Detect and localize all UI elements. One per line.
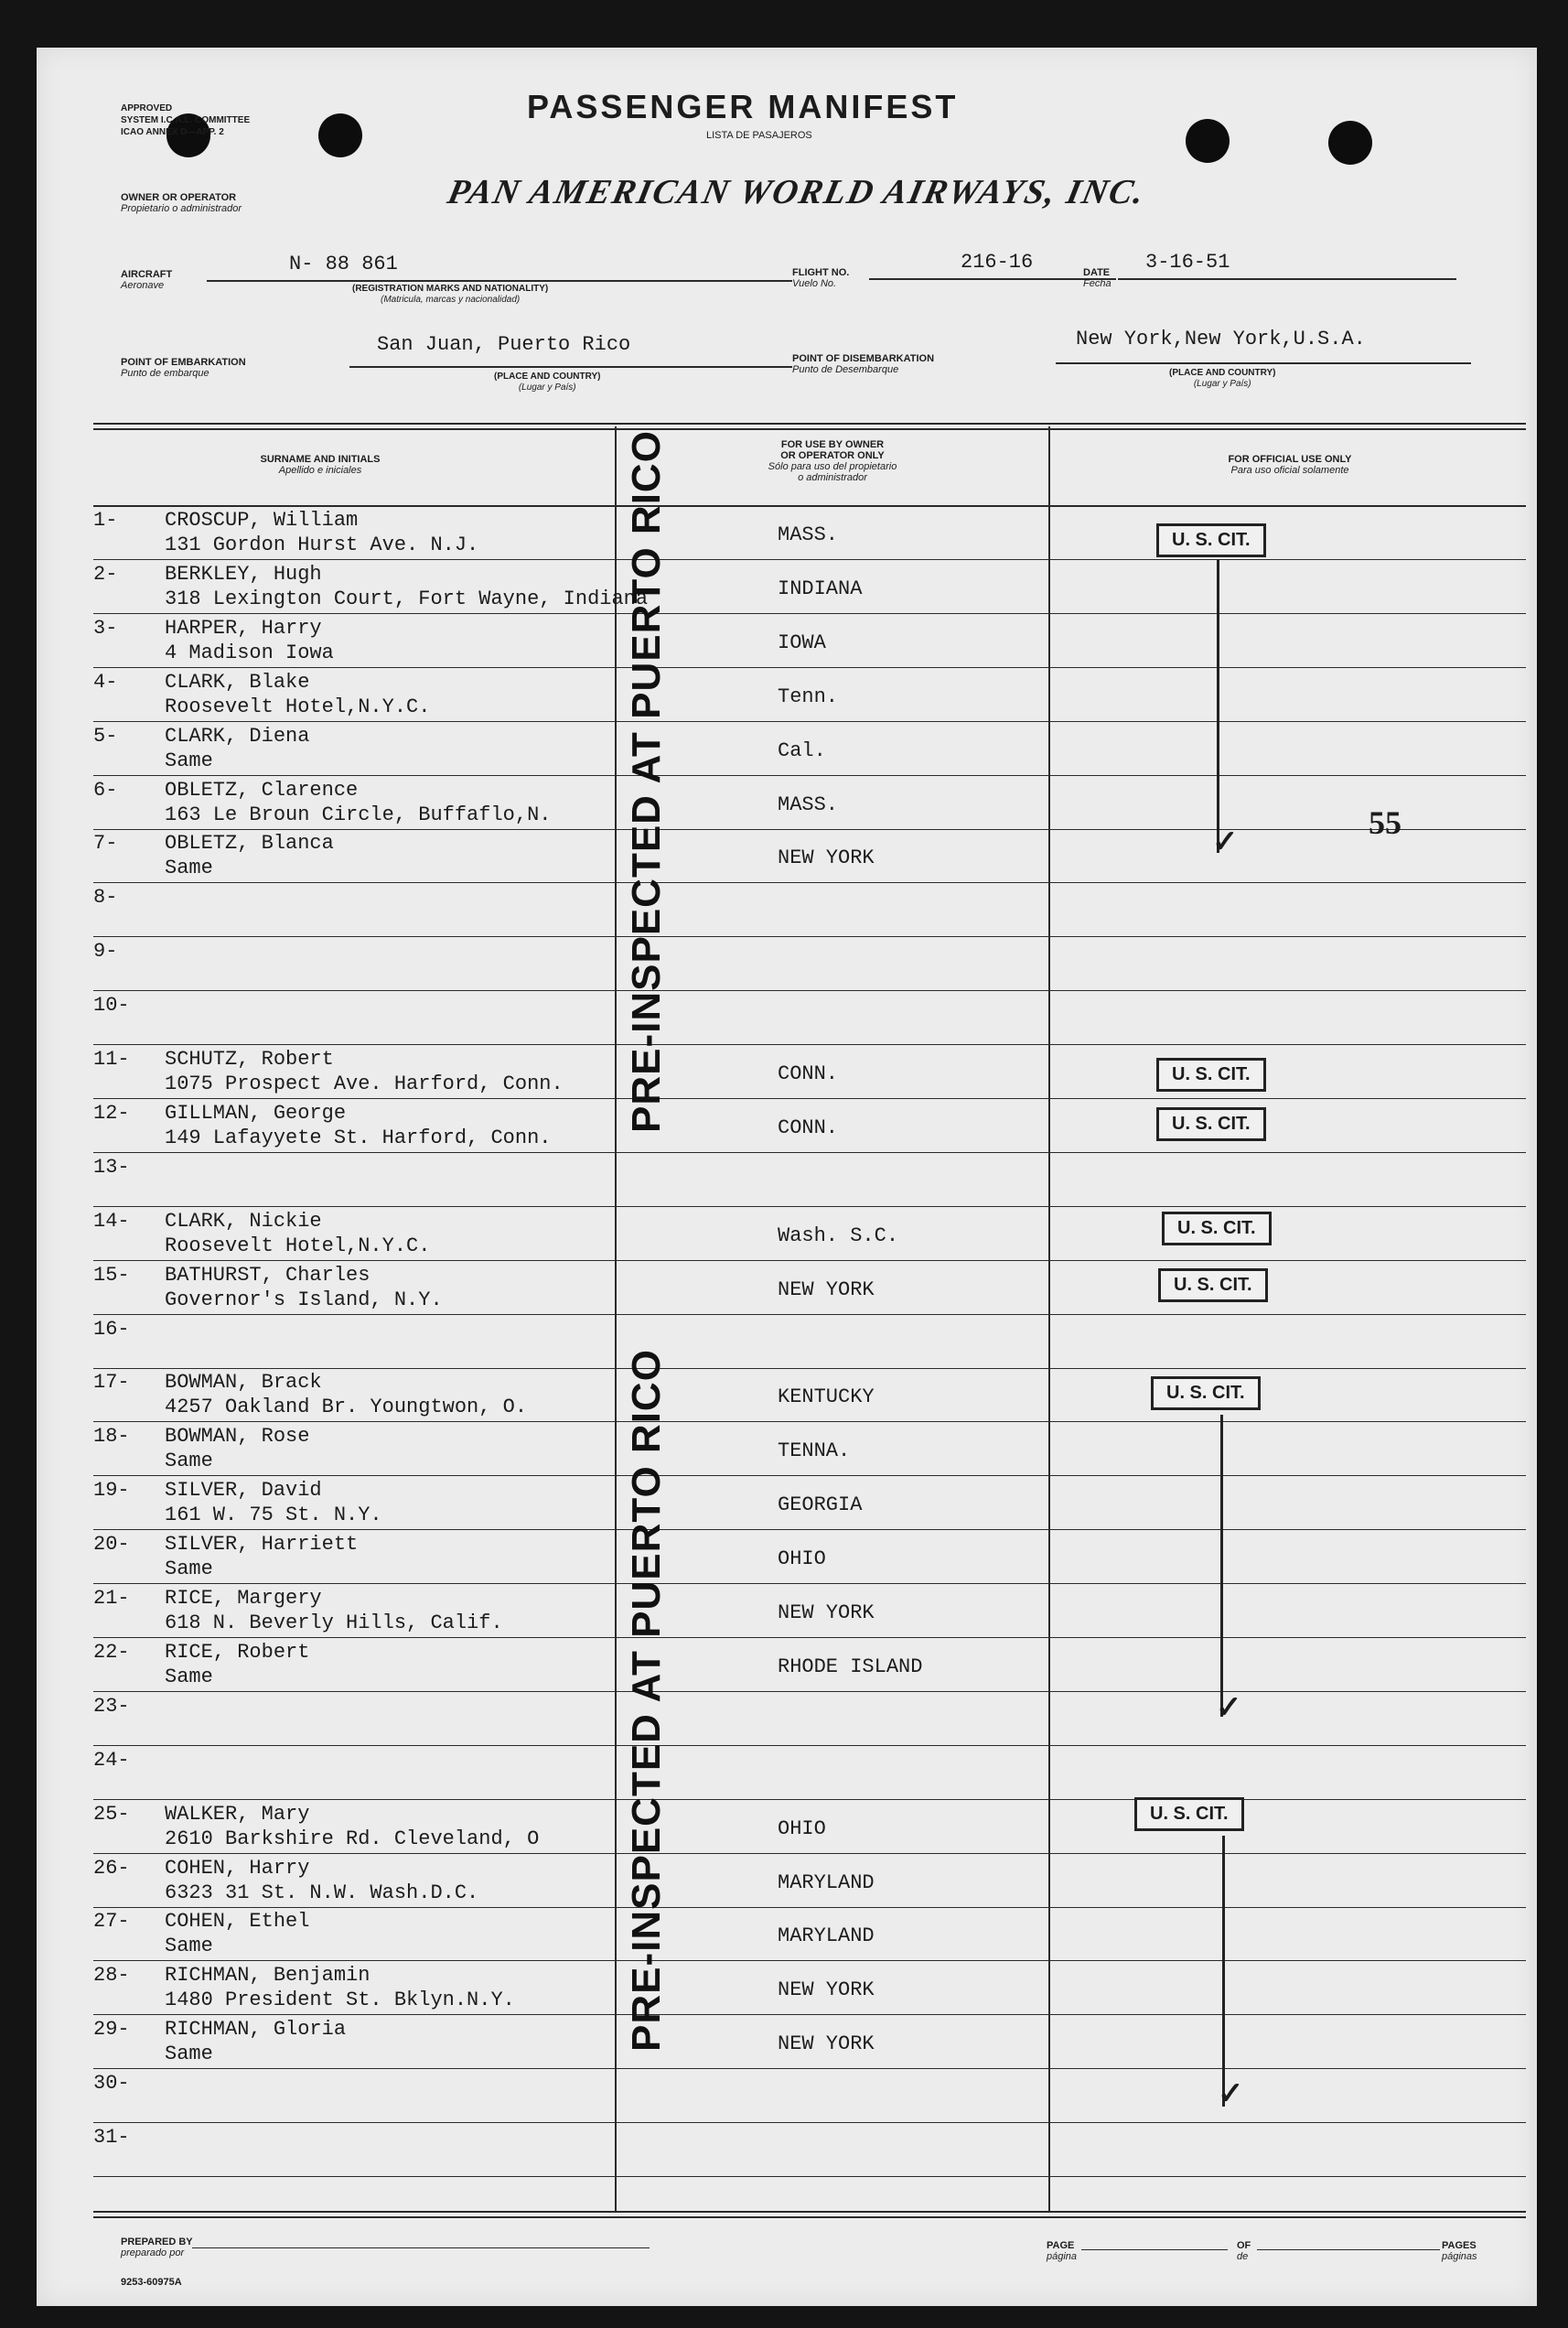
of-label-en: OF bbox=[1237, 2240, 1251, 2251]
table-row bbox=[37, 830, 1537, 883]
arrow-tip-3: ✓ bbox=[1218, 2076, 1244, 2111]
row-number: 17- bbox=[93, 1371, 130, 1394]
embark-place-note bbox=[494, 372, 600, 393]
row-number: 16- bbox=[93, 1318, 130, 1341]
row-number: 13- bbox=[93, 1156, 130, 1179]
row-number: 15- bbox=[93, 1264, 130, 1287]
row-number: 4- bbox=[93, 671, 118, 694]
count-note: 55 bbox=[1369, 804, 1402, 841]
passenger-name: RICHMAN, Gloria bbox=[165, 2018, 347, 2041]
row-rule bbox=[93, 1152, 1526, 1153]
passenger-state: OHIO bbox=[778, 1817, 826, 1840]
embark-place-note-es: (Lugar y País) bbox=[518, 383, 576, 393]
registration-note bbox=[352, 284, 548, 306]
flight-value: 216-16 bbox=[961, 251, 1034, 274]
column-header-owner bbox=[640, 439, 1025, 483]
row-rule bbox=[93, 882, 1526, 883]
passenger-address: 1075 Prospect Ave. Harford, Conn. bbox=[165, 1072, 564, 1095]
table-row bbox=[37, 884, 1537, 937]
table-top-rule-1 bbox=[93, 423, 1526, 425]
table-row bbox=[37, 1693, 1537, 1746]
table-row bbox=[37, 1855, 1537, 1908]
passenger-state: MARYLAND bbox=[778, 1871, 875, 1894]
passenger-state: NEW YORK bbox=[778, 1278, 875, 1301]
passenger-address: Governor's Island, N.Y. bbox=[165, 1288, 443, 1311]
column-header-owner-1: FOR USE BY OWNER bbox=[780, 439, 885, 450]
passenger-address: 6323 31 St. N.W. Wash.D.C. bbox=[165, 1881, 479, 1904]
row-rule bbox=[93, 1529, 1526, 1530]
disembark-place-note-en: (PLACE AND COUNTRY) bbox=[1169, 368, 1276, 378]
aircraft-label-es: Aeronave bbox=[121, 280, 165, 291]
disembark-place-note bbox=[1169, 368, 1275, 390]
table-bottom-rule bbox=[93, 2211, 1526, 2213]
passenger-state: NEW YORK bbox=[778, 1601, 875, 1624]
row-rule bbox=[93, 2068, 1526, 2069]
row-number: 5- bbox=[93, 725, 118, 748]
row-number: 25- bbox=[93, 1803, 130, 1826]
row-rule bbox=[93, 559, 1526, 560]
passenger-address: Roosevelt Hotel,N.Y.C. bbox=[165, 1234, 431, 1257]
row-rule bbox=[93, 1044, 1526, 1045]
passenger-address: Same bbox=[165, 1450, 213, 1472]
owner-label bbox=[121, 192, 242, 214]
us-cit-stamp-6: U. S. CIT. bbox=[1151, 1376, 1261, 1410]
passenger-state: MASS. bbox=[778, 793, 839, 816]
passenger-address: Same bbox=[165, 1557, 213, 1580]
row-number: 1- bbox=[93, 509, 118, 532]
us-cit-stamp-2: U. S. CIT. bbox=[1156, 1058, 1266, 1092]
row-number: 19- bbox=[93, 1479, 130, 1502]
row-rule bbox=[93, 1098, 1526, 1099]
table-row bbox=[37, 1801, 1537, 1854]
passenger-name: RICHMAN, Benjamin bbox=[165, 1964, 371, 1987]
page-label-en: PAGE bbox=[1047, 2240, 1075, 2251]
table-row bbox=[37, 2124, 1537, 2177]
passenger-state: KENTUCKY bbox=[778, 1385, 875, 1408]
row-number: 21- bbox=[93, 1587, 130, 1610]
passenger-address: 618 N. Beverly Hills, Calif. bbox=[165, 1611, 503, 1634]
passenger-address: Same bbox=[165, 749, 213, 772]
embark-label-en: POINT OF EMBARKATION bbox=[121, 357, 246, 368]
page-title: PASSENGER MANIFEST bbox=[527, 88, 959, 125]
row-number: 3- bbox=[93, 617, 118, 640]
table-row bbox=[37, 723, 1537, 776]
flight-label-es: Vuelo No. bbox=[792, 278, 837, 289]
preinspected-stamp-upper: PRE-INSPECTED AT PUERTO RICO bbox=[624, 430, 669, 1133]
row-rule bbox=[93, 1960, 1526, 1961]
passenger-state: Tenn. bbox=[778, 685, 839, 708]
approval-line-3: ICAO ANNEX D—APP. 2 bbox=[121, 127, 224, 137]
registration-note-es: (Matricula, marcas y nacionalidad) bbox=[380, 295, 521, 305]
row-rule bbox=[93, 1637, 1526, 1638]
passenger-name: HARPER, Harry bbox=[165, 617, 322, 640]
disembark-label bbox=[792, 353, 934, 375]
column-header-surname bbox=[201, 454, 439, 476]
row-rule bbox=[93, 1853, 1526, 1854]
table-row bbox=[37, 1477, 1537, 1530]
row-rule bbox=[93, 936, 1526, 937]
row-rule bbox=[93, 1583, 1526, 1584]
approval-line-2: SYSTEM I.C.A.L. COMMITTEE bbox=[121, 115, 251, 125]
row-number: 31- bbox=[93, 2126, 130, 2149]
disembark-label-en: POINT OF DISEMBARKATION bbox=[792, 353, 935, 364]
table-row bbox=[37, 1369, 1537, 1422]
row-rule bbox=[93, 1799, 1526, 1800]
embark-label bbox=[121, 357, 246, 379]
table-row bbox=[37, 1531, 1537, 1584]
aircraft-value: N- 88 861 bbox=[289, 253, 398, 275]
prepared-by-label bbox=[121, 2236, 193, 2258]
passenger-state: NEW YORK bbox=[778, 846, 875, 869]
row-number: 9- bbox=[93, 940, 118, 963]
row-number: 24- bbox=[93, 1749, 130, 1772]
table-row bbox=[37, 1639, 1537, 1692]
row-rule bbox=[93, 613, 1526, 614]
punch-hole-3 bbox=[1186, 119, 1230, 163]
embark-place-note-en: (PLACE AND COUNTRY) bbox=[494, 372, 601, 382]
row-rule bbox=[93, 1314, 1526, 1315]
passenger-state: NEW YORK bbox=[778, 2032, 875, 2055]
passenger-name: GILLMAN, George bbox=[165, 1102, 347, 1125]
of-label-es: de bbox=[1237, 2251, 1249, 2262]
table-row bbox=[37, 1908, 1537, 1961]
passenger-state: Wash. S.C. bbox=[778, 1224, 899, 1247]
passenger-name: BOWMAN, Brack bbox=[165, 1371, 322, 1394]
date-underline bbox=[1118, 278, 1456, 280]
passenger-address: Roosevelt Hotel,N.Y.C. bbox=[165, 695, 431, 718]
flight-underline bbox=[869, 278, 1116, 280]
column-header-official bbox=[1098, 454, 1482, 476]
owner-label-en: OWNER OR OPERATOR bbox=[121, 192, 237, 203]
column-header-owner-es-2: o administrador bbox=[798, 472, 867, 483]
passenger-name: BERKLEY, Hugh bbox=[165, 563, 322, 586]
passenger-address: 163 Le Broun Circle, Buffaflo,N. bbox=[165, 803, 552, 826]
passenger-state: GEORGIA bbox=[778, 1493, 863, 1516]
passenger-state: MARYLAND bbox=[778, 1924, 875, 1947]
disembark-label-es: Punto de Desembarque bbox=[792, 364, 899, 375]
passenger-name: COHEN, Harry bbox=[165, 1857, 310, 1880]
pages-label-es: páginas bbox=[1442, 2251, 1477, 2262]
table-row bbox=[37, 938, 1537, 991]
row-number: 18- bbox=[93, 1425, 130, 1448]
passenger-name: BATHURST, Charles bbox=[165, 1264, 371, 1287]
us-cit-arrow-1 bbox=[1217, 560, 1219, 853]
table-row bbox=[37, 777, 1537, 830]
table-bottom-rule-2 bbox=[93, 2216, 1526, 2218]
table-row bbox=[37, 1585, 1537, 1638]
table-row bbox=[37, 2070, 1537, 2123]
punch-hole-2 bbox=[318, 113, 362, 157]
column-header-official-en: FOR OFFICIAL USE ONLY bbox=[1228, 454, 1352, 465]
date-label-en: DATE bbox=[1083, 267, 1111, 278]
arrow-tip-2: ✓ bbox=[1216, 1690, 1242, 1725]
passenger-address: 318 Lexington Court, Fort Wayne, Indiana bbox=[165, 587, 649, 610]
passenger-address: 1480 President St. Bklyn.N.Y. bbox=[165, 1988, 515, 2011]
page-label bbox=[1047, 2240, 1077, 2262]
passenger-address: 4257 Oakland Br. Youngtwon, O. bbox=[165, 1396, 528, 1418]
date-value: 3-16-51 bbox=[1145, 251, 1230, 274]
owner-label-es: Propietario o administrador bbox=[121, 203, 242, 214]
page-label-es: página bbox=[1047, 2251, 1078, 2262]
row-rule bbox=[93, 2122, 1526, 2123]
row-number: 26- bbox=[93, 1857, 130, 1880]
row-number: 2- bbox=[93, 563, 118, 586]
row-number: 23- bbox=[93, 1695, 130, 1718]
us-cit-stamp-4: U. S. CIT. bbox=[1162, 1212, 1272, 1245]
arrow-tip-1: ✓ bbox=[1212, 824, 1239, 859]
passenger-name: SILVER, David bbox=[165, 1479, 322, 1502]
table-row bbox=[37, 1208, 1537, 1261]
row-rule bbox=[93, 1421, 1526, 1422]
preinspected-stamp-lower: PRE-INSPECTED AT PUERTO RICO bbox=[624, 1349, 669, 2052]
passenger-state: CONN. bbox=[778, 1062, 839, 1085]
us-cit-stamp-5: U. S. CIT. bbox=[1158, 1268, 1268, 1302]
row-number: 8- bbox=[93, 886, 118, 909]
column-header-owner-2: OR OPERATOR ONLY bbox=[780, 450, 885, 461]
row-number: 12- bbox=[93, 1102, 130, 1125]
table-row bbox=[37, 1316, 1537, 1369]
passenger-address: Same bbox=[165, 857, 213, 879]
aircraft-label bbox=[121, 269, 172, 291]
passenger-address: 131 Gordon Hurst Ave. N.J. bbox=[165, 534, 479, 556]
passenger-name: RICE, Margery bbox=[165, 1587, 322, 1610]
row-rule bbox=[93, 1260, 1526, 1261]
row-number: 28- bbox=[93, 1964, 130, 1987]
table-top-rule-2 bbox=[93, 428, 1526, 430]
date-label-es: Fecha bbox=[1083, 278, 1112, 289]
row-rule bbox=[93, 721, 1526, 722]
row-rule bbox=[93, 1475, 1526, 1476]
row-rule bbox=[93, 775, 1526, 776]
manifest-sheet bbox=[37, 48, 1537, 2306]
passenger-state: CONN. bbox=[778, 1116, 839, 1139]
page-underline bbox=[1081, 2249, 1228, 2250]
table-row bbox=[37, 1262, 1537, 1315]
us-cit-arrow-2 bbox=[1220, 1415, 1223, 1717]
passenger-address: Same bbox=[165, 1935, 213, 1957]
row-rule bbox=[93, 1206, 1526, 1207]
table-row bbox=[37, 615, 1537, 668]
embark-value: San Juan, Puerto Rico bbox=[377, 333, 631, 356]
passenger-name: RICE, Robert bbox=[165, 1641, 310, 1664]
row-rule bbox=[93, 1691, 1526, 1692]
us-cit-arrow-3 bbox=[1222, 1836, 1225, 2107]
passenger-name: CROSCUP, William bbox=[165, 509, 359, 532]
passenger-state: INDIANA bbox=[778, 577, 863, 600]
row-number: 6- bbox=[93, 779, 118, 802]
of-label bbox=[1237, 2240, 1251, 2262]
flight-label bbox=[792, 267, 849, 289]
page-title-es: LISTA DE PASAJEROS bbox=[706, 130, 812, 141]
form-code: 9253-60975A bbox=[121, 2277, 182, 2288]
passenger-state: NEW YORK bbox=[778, 1978, 875, 2001]
passenger-state: Cal. bbox=[778, 739, 826, 762]
prepared-by-en: PREPARED BY bbox=[121, 2236, 193, 2247]
row-rule bbox=[93, 1745, 1526, 1746]
column-header-surname-es: Apellido e iniciales bbox=[278, 465, 362, 476]
aircraft-underline bbox=[207, 280, 792, 282]
row-number: 7- bbox=[93, 832, 118, 855]
table-row bbox=[37, 507, 1537, 560]
passenger-name: CLARK, Nickie bbox=[165, 1210, 322, 1233]
passenger-address: 2610 Barkshire Rd. Cleveland, O bbox=[165, 1827, 540, 1850]
passenger-name: CLARK, Blake bbox=[165, 671, 310, 694]
disembark-value: New York,New York,U.S.A. bbox=[1076, 328, 1366, 350]
table-row bbox=[37, 1962, 1537, 2015]
passenger-address: 161 W. 75 St. N.Y. bbox=[165, 1504, 382, 1526]
row-number: 20- bbox=[93, 1533, 130, 1556]
table-row bbox=[37, 1046, 1537, 1099]
operator-name: PAN AMERICAN WORLD AIRWAYS, INC. bbox=[444, 173, 1150, 211]
passenger-address: Same bbox=[165, 1665, 213, 1688]
passenger-name: SCHUTZ, Robert bbox=[165, 1048, 334, 1071]
embark-label-es: Punto de embarque bbox=[121, 368, 209, 379]
passenger-name: OBLETZ, Blanca bbox=[165, 832, 334, 855]
passenger-name: COHEN, Ethel bbox=[165, 1910, 310, 1933]
column-header-surname-en: SURNAME AND INITIALS bbox=[260, 454, 381, 465]
flight-label-en: FLIGHT NO. bbox=[792, 267, 850, 278]
passenger-name: WALKER, Mary bbox=[165, 1803, 310, 1826]
us-cit-stamp-3: U. S. CIT. bbox=[1156, 1107, 1266, 1141]
prepared-by-es: preparado por bbox=[121, 2247, 185, 2258]
row-number: 29- bbox=[93, 2018, 130, 2041]
of-underline bbox=[1257, 2249, 1440, 2250]
pages-label-en: PAGES bbox=[1442, 2240, 1477, 2251]
table-row bbox=[37, 1423, 1537, 1476]
embark-underline bbox=[349, 366, 792, 368]
passenger-state: RHODE ISLAND bbox=[778, 1655, 923, 1678]
disembark-underline bbox=[1056, 362, 1471, 364]
table-row bbox=[37, 992, 1537, 1045]
row-number: 14- bbox=[93, 1210, 130, 1233]
row-number: 11- bbox=[93, 1048, 130, 1071]
passenger-name: SILVER, Harriett bbox=[165, 1533, 359, 1556]
pages-label bbox=[1442, 2240, 1477, 2262]
us-cit-stamp-7: U. S. CIT. bbox=[1134, 1797, 1244, 1831]
row-rule bbox=[93, 667, 1526, 668]
approval-line-1: APPROVED bbox=[121, 103, 173, 113]
table-row bbox=[37, 669, 1537, 722]
column-header-official-es: Para uso oficial solamente bbox=[1230, 465, 1349, 476]
approval-note bbox=[121, 102, 250, 138]
passenger-address: 4 Madison Iowa bbox=[165, 641, 334, 664]
passenger-name: BOWMAN, Rose bbox=[165, 1425, 310, 1448]
row-number: 27- bbox=[93, 1910, 130, 1933]
passenger-state: OHIO bbox=[778, 1547, 826, 1570]
punch-hole-4 bbox=[1328, 121, 1372, 165]
table-row bbox=[37, 561, 1537, 614]
table-row bbox=[37, 1747, 1537, 1800]
row-rule bbox=[93, 2176, 1526, 2177]
row-number: 22- bbox=[93, 1641, 130, 1664]
table-row bbox=[37, 2016, 1537, 2069]
table-row bbox=[37, 1100, 1537, 1153]
passenger-name: CLARK, Diena bbox=[165, 725, 310, 748]
row-number: 30- bbox=[93, 2072, 130, 2095]
row-rule bbox=[93, 990, 1526, 991]
column-header-owner-es-1: Sólo para uso del propietario bbox=[768, 461, 897, 472]
table-row bbox=[37, 1154, 1537, 1207]
passenger-state: MASS. bbox=[778, 523, 839, 546]
row-number: 10- bbox=[93, 994, 130, 1017]
passenger-state: TENNA. bbox=[778, 1439, 851, 1462]
passenger-address: 149 Lafayyete St. Harford, Conn. bbox=[165, 1126, 552, 1149]
aircraft-label-en: AIRCRAFT bbox=[121, 269, 173, 280]
date-label bbox=[1083, 267, 1112, 289]
prepared-by-underline bbox=[192, 2247, 650, 2248]
registration-note-en: (REGISTRATION MARKS AND NATIONALITY) bbox=[352, 284, 549, 294]
row-rule bbox=[93, 2014, 1526, 2015]
disembark-place-note-es: (Lugar y País) bbox=[1193, 379, 1251, 389]
us-cit-stamp-1: U. S. CIT. bbox=[1156, 523, 1266, 557]
passenger-name: OBLETZ, Clarence bbox=[165, 779, 359, 802]
passenger-address: Same bbox=[165, 2042, 213, 2065]
passenger-state: IOWA bbox=[778, 631, 826, 654]
